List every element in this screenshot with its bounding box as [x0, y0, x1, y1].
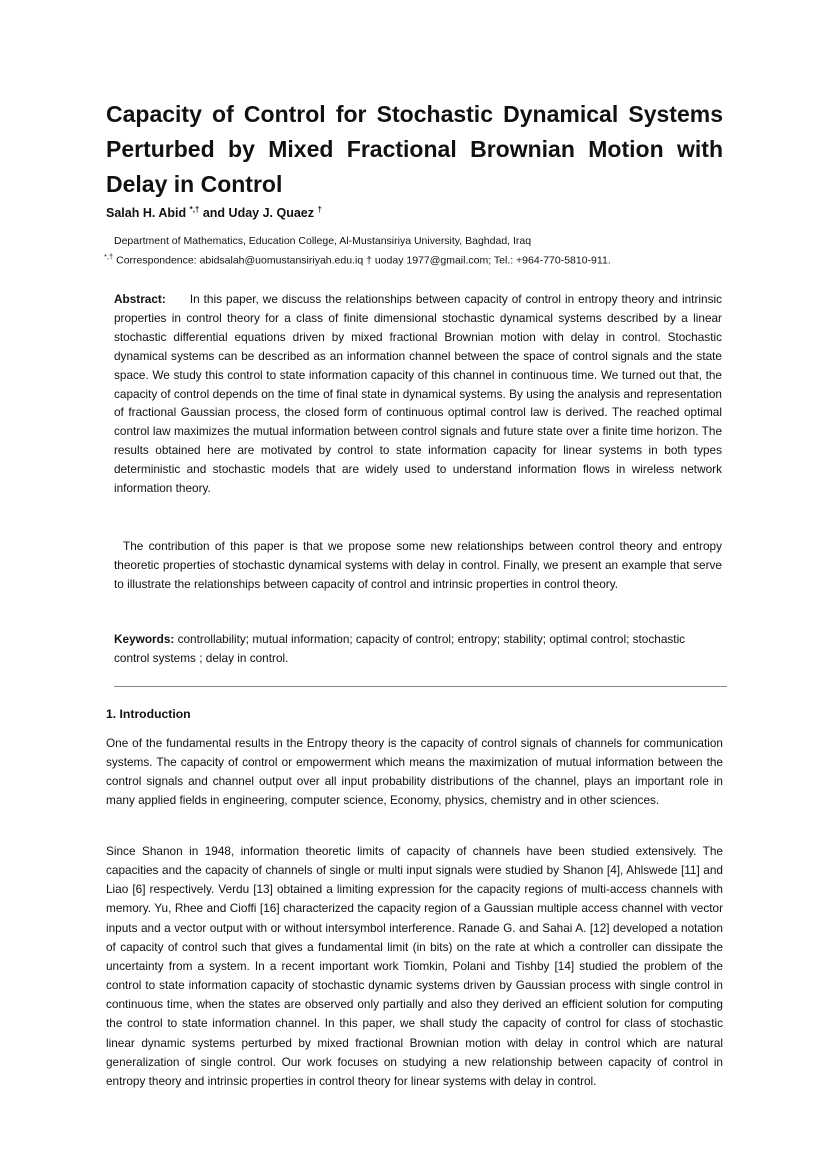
- author-1: Salah H. Abid: [106, 206, 190, 221]
- author-connector: and Uday J. Quaez: [199, 206, 318, 221]
- affiliation: Department of Mathematics, Education College, Al-Mustansiriya University, Baghdad, Iraq: [114, 235, 532, 247]
- introduction-heading: 1. Introduction: [106, 707, 191, 721]
- paper-title: Capacity of Control for Stochastic Dynamical Systems Perturbed by Mixed Fractional Brownian Motion with Delay in Control: [106, 101, 723, 197]
- abstract-text-1: In this paper, we discuss the relationships between capacity of control in entropy theory and intrinsic properties in control theory for a class of finite dimensional stochastic dynamical systems described by a linear stochastic differential equations driven by mixed fractional Brownian motion with delay in control. Stochastic dynamical systems can be described as an information channel between the space of control signals and the state space. We study this control to state information capacity of this channel in continuous time. We turned out that, the capacity of control depends on the time of final state in dynamical systems. By using the analysis and representation of fractional Gaussian process, the closed form of continuous optimal control law is derived. The reached optimal control law maximizes the mutual information between control signals and future state over a finite time horizon. The results obtained here are motivated by control to state information capacity for linear systems in both types deterministic and stochastic models that are widely used to understand information flows in wireless network information theory.: [114, 292, 722, 496]
- abstract-paragraph-1: [114, 290, 722, 498]
- section-divider: [114, 686, 727, 687]
- abstract-paragraph-2: The contribution of this paper is that we propose some new relationships between control theory and entropy theoretic properties of stochastic dynamical systems with delay in control. Finally, we present an example that serve to illustrate the relationships between capacity of control and intrinsic properties in control theory.: [114, 539, 722, 591]
- correspondence-marks: *,†: [104, 252, 114, 261]
- author-line: [106, 205, 322, 220]
- author-2-marks: †: [317, 205, 322, 214]
- keywords: [114, 630, 722, 668]
- keywords-text: controllability; mutual information; capacity of control; entropy; stability; optimal control; stochastic control systems ; delay in control.: [114, 632, 686, 665]
- correspondence: [104, 252, 611, 267]
- keywords-label: Keywords:: [114, 632, 175, 646]
- correspondence-text: Correspondence: abidsalah@uomustansiriyah.edu.iq † uoday 1977@gmail.com; Tel.: +964-770-5810-911.: [113, 254, 611, 267]
- introduction-paragraph-1: One of the fundamental results in the Entropy theory is the capacity of control signals of channels for communication systems. The capacity of control or empowerment which means the maximization of mutual information between the control signals and channel output over all input probability distributions of the channel, plays an important role in many applied fields in engineering, computer science, Economy, physics, chemistry and in other sciences.: [106, 736, 723, 808]
- abstract-label: Abstract:: [114, 292, 166, 306]
- introduction-paragraph-2: Since Shanon in 1948, information theoretic limits of capacity of channels have been studied extensively. The capacities and the capacity of channels of single or multi input signals were studied by Shanon [4], Ahlswede [11] and Liao [6] respectively. Verdu [13] obtained a limiting expression for the capacity regions of multi-access channels with memory. Yu, Rhee and Cioffi [16] characterized the capacity region of a Gaussian multiple access channel with vector inputs and a vector output with or without intersymbol interference. Ranade G. and Sahai A. [12] developed a notation of capacity of control such that gives a fundamental limit (in bits) on the rate at which a controller can dissipate the uncertainty from a system. In a recent important work Tiomkin, Polani and Tishby [14] studied the problem of the control to state information capacity of stochastic dynamic systems driven by Gaussian process with single control in continuous time, when the states are observed only partially and also they derived an efficient solution for computing the control to state information channel. In this paper, we shall study the capacity of control for class of stochastic linear dynamic systems perturbed by mixed fractional Brownian motion with delay in control which are natural generalization of single control. Our work focuses on studying a new relationship between capacity of control in entropy theory and intrinsic properties in control theory for linear systems with delay in control.: [106, 844, 723, 1088]
- author-1-marks: *,†: [189, 205, 200, 214]
